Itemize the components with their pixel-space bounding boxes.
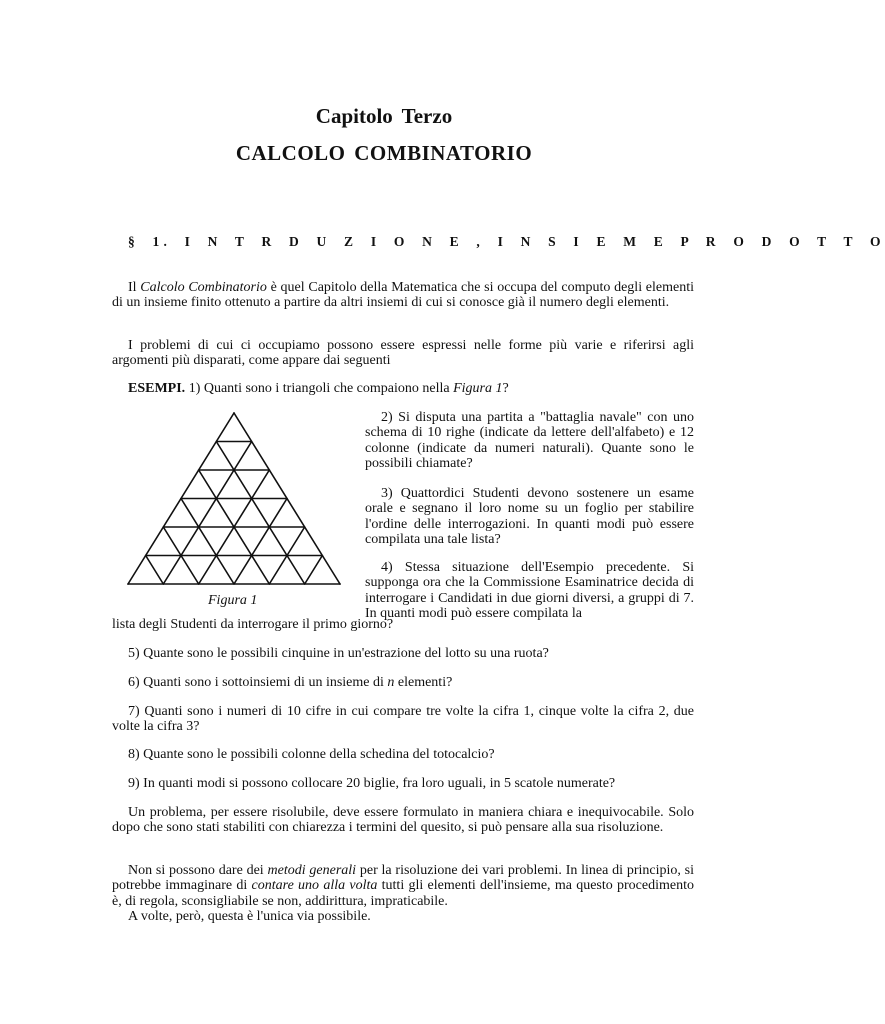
triangle-grid-diagonal-line <box>216 442 304 585</box>
intro-paragraph-1: Il Calcolo Combinatorio è quel Capitolo della Matematica che si occupa del computo degli elementi di un insieme finito ottenuto a partire da altri insiemi di cui si conosce già il numero degli elementi. <box>112 280 694 311</box>
example-9: 9) In quanti modi si possono collocare 20 biglie, fra loro uguali, in 5 scatole numerate? <box>128 776 616 791</box>
examples-label: ESEMPI. <box>128 381 186 396</box>
example-2: 2) Si disputa una partita a "battaglia navale" con uno schema di 10 righe (indicate da lettere dell'alfabeto) e 12 colonne (indicate da numeri naturali). Quante sono le possibili chiamate? <box>365 410 694 472</box>
triangle-grid-diagonal-line <box>146 556 164 585</box>
emphasis-metodi-generali: metodi generali <box>267 863 357 878</box>
closing-paragraph-3: A volte, però, questa è l'unica via possibile. <box>128 909 371 924</box>
closing-paragraph-1: Un problema, per essere risolubile, deve essere formulato in maniera chiara e inequivocabile. Solo dopo che sono stati stabiliti con chiarezza i termini del quesito, si può pensare alla sua risoluzione. <box>112 805 694 836</box>
triangle-grid-diagonal-line <box>305 556 323 585</box>
intro-paragraph-2: I problemi di cui ci occupiamo possono essere espressi nelle forme più varie e riferirsi agli argomenti più disparati, come appare dai seguenti <box>112 338 694 369</box>
example-5: 5) Quante sono le possibili cinquine in un'estrazione del lotto su una ruota? <box>128 646 549 661</box>
example-1: ESEMPI. 1) Quanti sono i triangoli che compaiono nella Figura 1? <box>128 381 509 396</box>
example-4: 4) Stessa situazione dell'Esempio precedente. Si supponga ora che la Commissione Esaminatrice decida di interrogare i Candidati in due giorni diversi, a gruppi di 7. In quanti modi può essere compilata la <box>365 560 694 622</box>
example-4-continuation: lista degli Studenti da interrogare il primo giorno? <box>112 617 394 632</box>
section-heading: § 1. I N T R D U Z I O N E , I N S I E M E P R O D O T T O <box>128 234 885 249</box>
emphasis-calcolo-combinatorio: Calcolo Combinatorio <box>140 280 267 295</box>
example-6: 6) Quanti sono i sottoinsiemi di un insieme di n elementi? <box>128 675 453 690</box>
example-7: 7) Quanti sono i numeri di 10 cifre in cui compare tre volte la cifra 1, cinque volte la cifra 2, due volte la cifra 3? <box>112 704 694 735</box>
triangle-figure <box>120 410 348 594</box>
example-3: 3) Quattordici Studenti devono sostenere un esame orale e segnano il loro nome su un foglio per stabilire l'ordine delle interrogazioni. In quanti modi può essere compilata una tale lista? <box>365 486 694 548</box>
variable-n: n <box>387 675 395 690</box>
emphasis-contare-uno-alla-volta: contare uno alla volta <box>251 878 378 894</box>
closing-paragraph-2: Non si possono dare dei metodi generali per la risoluzione dei vari problemi. In linea di principio, si potrebbe immaginare di contare uno alla volta tutti gli elementi dell'insieme, ma questo procedimento è, di regola, sconsigliabile se non, addirittura, impraticabile. <box>112 863 694 909</box>
figure-reference: Figura 1 <box>453 381 503 396</box>
example-8: 8) Quante sono le possibili colonne della schedina del totocalcio? <box>128 747 495 762</box>
chapter-title: CALCOLO COMBINATORIO <box>235 141 533 165</box>
figure-caption: Figura 1 <box>208 593 258 608</box>
chapter-number: Capitolo Terzo <box>315 104 453 128</box>
triangle-grid-diagonal-line <box>163 442 251 585</box>
